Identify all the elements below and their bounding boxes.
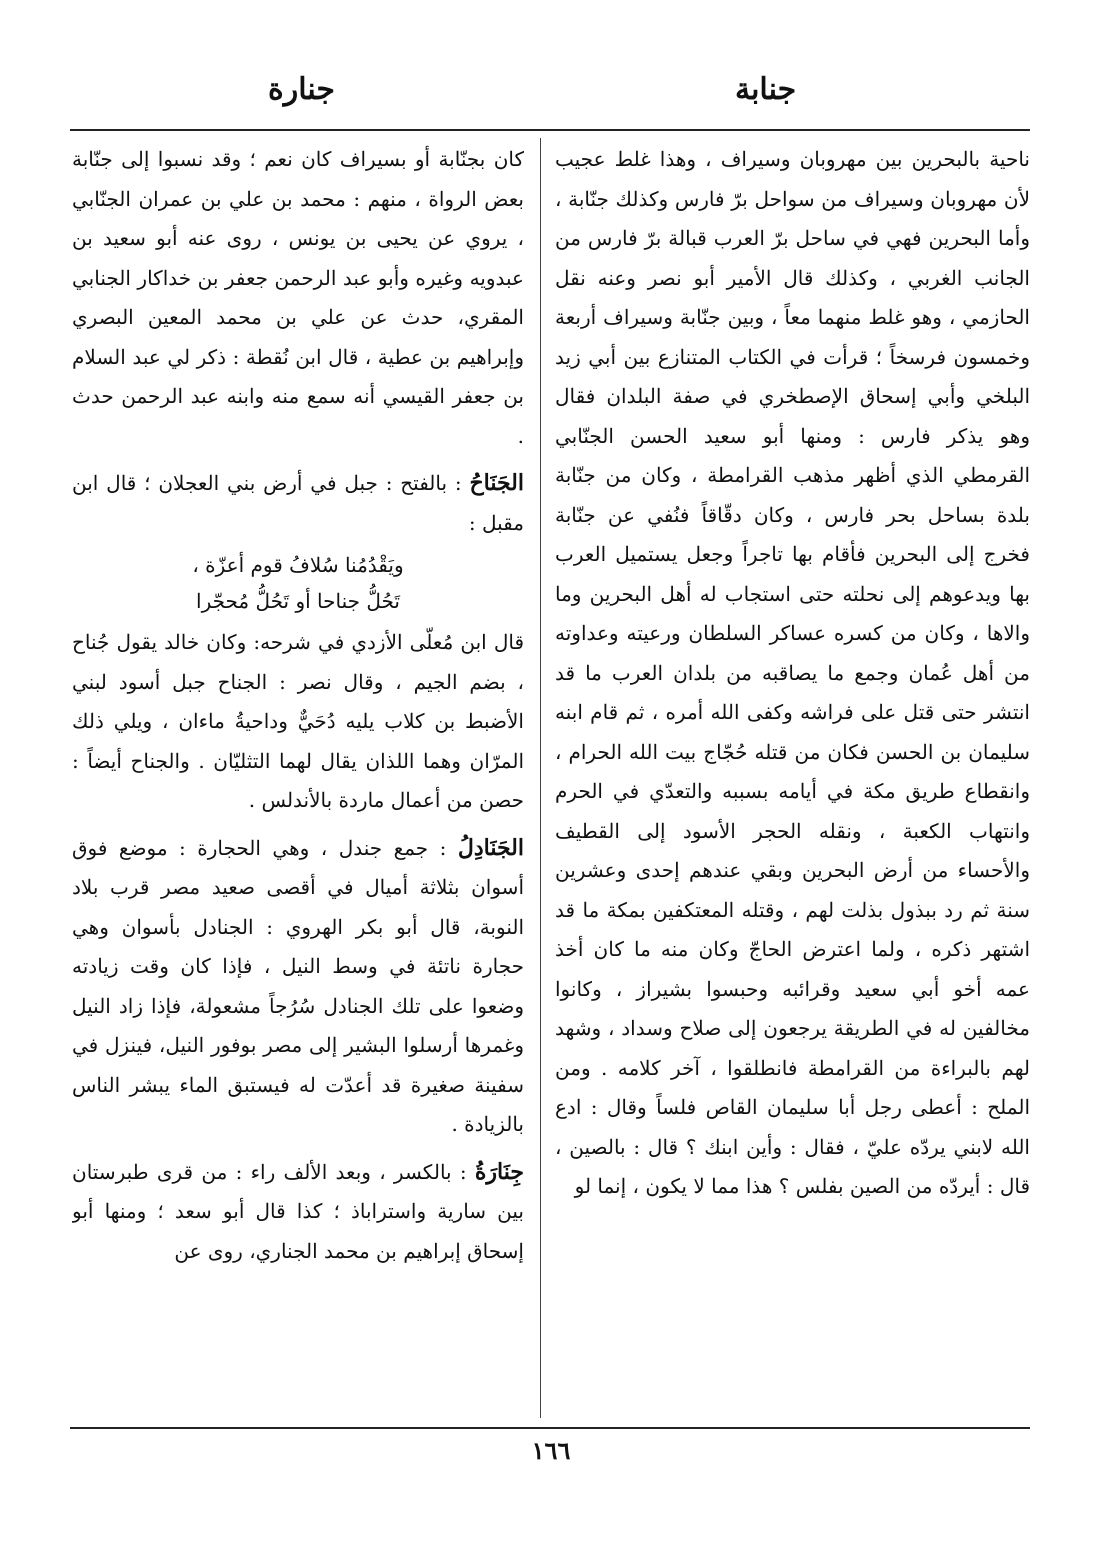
entry-janara (72, 1153, 524, 1272)
janah-commentary: قال ابن مُعلّى الأزدي في شرحه: وكان خالد يقول جُناح ، بضم الجيم ، وقال نصر : الجناح جبل أسود لبني الأضبط بن كلاب يليه دُحَيٌّ وداحيةُ ماءان ، ويلي ذلك المرّان وهما اللذان يقال لهما التثليّان . والجناح أيضاً : حصن من أعمال ماردة بالأندلس . (72, 630, 524, 812)
entry-janah (72, 464, 524, 543)
running-head-left: جنارة (268, 72, 335, 107)
poem-verse (72, 547, 524, 619)
top-rule (70, 129, 1030, 131)
running-head-right: جنابة (735, 72, 797, 107)
bottom-rule (70, 1427, 1030, 1429)
headword-janah: الجَنَاحُ (469, 470, 524, 496)
verse-line-1: ويَقْدُمُنا سُلافُ قوم أعزّة ، (192, 553, 404, 577)
right-column-text: ناحية بالبحرين بين مهروبان وسيراف ، وهذا غلط عجيب لأن مهروبان وسيراف من سواحل برّ فارس وكذلك جنّابة ، وأما البحرين فهي في ساحل برّ العرب قبالة برّ فارس من الجانب الغربي ، وكذلك قال الأمير أبو نصر وعنه نقل الحازمي ، وهو غلط منهما معاً ، وبين جنّابة وسيراف أربعة وخمسون فرسخاً ؛ قرأت في الكتاب المتنازع بين أبي زيد البلخي وأبي إسحاق الإصطخري في صفة البلدان فقال وهو يذكر فارس : ومنها أبو سعيد الحسن الجنّابي القرمطي الذي أظهر مذهب القرامطة ، وكان من جنّابة بلدة بساحل بحر فارس ، وكان دقّاقاً فنُفي عن جنّابة فخرج إلى البحرين فأقام بها تاجراً وجعل يستميل العرب بها ويدعوهم إلى نحلته حتى استجاب له أهل البحرين وما والاها ، وكان من كسره عساكر السلطان ورعيته وعداوته من أهل عُمان وجمع ما يصاقبه من بلدان العرب ما قد انتشر حتى قتل على فراشه وكفى الله أمره ، ثم قام ابنه سليمان بن الحسن فكان من قتله حُجّاج بيت الله الحرام ، وانقطاع طريق مكة في أيامه بسببه والتعدّي في الحرم وانتهاب الكعبة ، ونقله الحجر الأسود إلى القطيف والأحساء من أرض البحرين وبقي عندهم إحدى وعشرين سنة ثم رد ببذول بذلت لهم ، وقتله المعتكفين بمكة ما قد اشتهر ذكره ، ولما اعترض الحاجّ وكان منه ما كان أخذ عمه أخو أبي سعيد وقرائبه وحبسوا بشيراز ، وكانوا مخالفين له في الطريقة يرجعون إلى صلاح وسداد ، وشهد لهم بالبراءة من القرامطة فانطلقوا ، آخر كلامه . ومن الملح : أعطى رجل أبا سليمان القاص فلساً وقال : ادع الله لابني يردّه عليّ ، فقال : وأين ابنك ؟ قال : بالصين ، قال : أيردّه من الصين بفلس ؟ هذا مما لا يكون ، إنما لو (555, 147, 1030, 1198)
left-column (72, 140, 524, 1420)
page-number: ١٦٦ (531, 1436, 571, 1465)
column-divider (540, 138, 541, 1418)
headword-janara: جِنَارَةُ (474, 1158, 524, 1185)
headword-janadil: الجَنَادِلُ (457, 834, 524, 861)
janadil-definition: : جمع جندل ، وهي الحجارة : موضع فوق أسوان بثلاثة أميال في أقصى صعيد مصر قرب بلاد النوبة، قال أبو بكر الهروي : الجنادل بأسوان وهي حجارة ناتئة في وسط النيل ، فإذا كان وقت زيادته وضعوا على تلك الجنادل سُرُجاً مشعولة، فإذا زاد النيل وغمرها أرسلوا البشير إلى مصر بوفور النيل، فينزل في سفينة صغيرة قد أعدّت له فيستبق الماء يبشر الناس بالزيادة . (72, 835, 524, 1136)
janah-definition: : بالفتح : جبل في أرض بني العجلان ؛ قال ابن مقبل : (72, 471, 524, 535)
entry-continuation: كان بجنّابة أو بسيراف كان نعم ؛ وقد نسبوا إلى جنّابة بعض الرواة ، منهم : محمد بن علي بن عمران الجنّابي ، يروي عن يحيى بن يونس ، روى عنه أبو سعيد بن عبدويه وغيره وأبو عبد الرحمن جعفر بن خداكار الجنابي المقري، حدث عن علي بن محمد المعين البصري وإبراهيم بن عطية ، قال ابن نُقطة : ذكر لي عبد السلام بن جعفر القيسي أنه سمع منه وابنه عبد الرحمن حدث . (72, 147, 524, 448)
janara-definition: : بالكسر ، وبعد الألف راء : من قرى طبرستان بين سارية واستراباذ ؛ كذا قال أبو سعد ؛ ومنها أبو إسحاق إبراهيم بن محمد الجناري، روى عن (72, 1159, 524, 1263)
verse-line-2: تَحُلُّ جناحا أو تَحُلُّ مُحجّرا (196, 589, 400, 613)
entry-janadil (72, 829, 524, 1145)
right-column (555, 140, 1030, 1420)
